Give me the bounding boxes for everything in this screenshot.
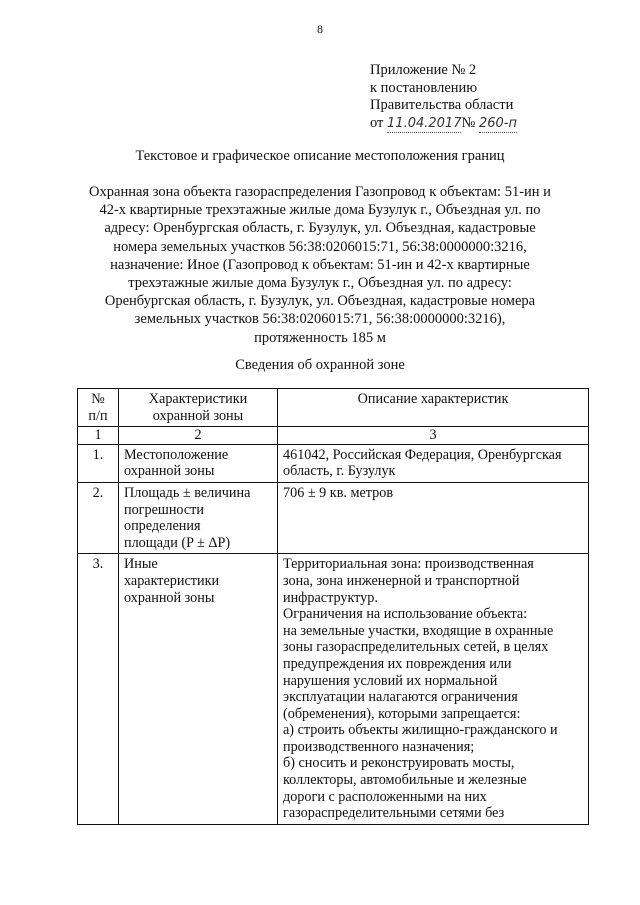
row-description: Территориальная зона: производственная зона, зона инженерной и транспортной инфраструктур. Ограничения на использование объекта: на земельные участки, входящие в охранные зоны газораспределительных сетей, в целях предупреждения их повреждения или нарушения условий их нормальной эксплуатации налагаются ограничения (обременения), которыми запрещается: а) строить объекты жилищно-гражданского и производственного назначения; б) сносить и реконструировать мосты, коллекторы, автомобильные и железные дороги с расположенными на них газораспределительными сетями без	[278, 554, 589, 825]
row-characteristic: Иные характеристики охранной зоны	[119, 554, 278, 825]
row-number: 1.	[78, 444, 119, 482]
description-line: назначение: Иное (Газопровод к объектам: 51-ин и 42-х квартирные	[110, 256, 530, 273]
description-line: земельных участков 56:38:0206015:71, 56:38:0000000:3216),	[134, 311, 506, 328]
row-description: 461042, Российская Федерация, Оренбургская область, г. Бузулук	[278, 444, 589, 482]
number-prefix: №	[461, 114, 476, 131]
row-description: 706 ± 9 кв. метров	[278, 482, 589, 553]
description-line: Оренбургская область, г. Бузулук, ул. Объездная, кадастровые номера	[104, 293, 536, 310]
appendix-title: Приложение № 2	[370, 62, 477, 78]
number-value: 260-п	[479, 115, 517, 134]
date-prefix: от	[370, 114, 384, 131]
row-characteristic: Местоположение охранной зоны	[119, 444, 278, 482]
appendix-government: Правительства области	[370, 97, 514, 113]
table-index-row	[78, 427, 589, 445]
object-description	[80, 183, 560, 347]
row-number: 2.	[78, 482, 119, 553]
description-line: 42-х квартирные трехэтажные жилые дома Бузулук г., Объездная ул. по	[99, 202, 541, 219]
table-header-row	[78, 389, 589, 427]
index-cell: 1	[78, 427, 119, 445]
description-line: номера земельных участков 56:38:0206015:71, 56:38:0000000:3216,	[113, 238, 527, 255]
header-num: № п/п	[78, 389, 119, 427]
page-number: 8	[317, 22, 323, 36]
document-title: Текстовое и графическое описание местоположения границ	[135, 148, 505, 164]
description-line: адресу: Оренбургская область, г. Бузулук, ул. Объездная, кадастровые	[104, 220, 536, 237]
appendix-block	[370, 62, 517, 133]
index-cell: 2	[119, 427, 278, 445]
appendix-date-line	[370, 115, 517, 134]
header-description: Описание характеристик	[278, 389, 589, 427]
table-row	[78, 482, 589, 553]
index-cell: 3	[278, 427, 589, 445]
appendix-resolution: к постановлению	[370, 79, 478, 96]
description-line: трехэтажные жилые дома Бузулук г., Объездная ул. по адресу:	[128, 275, 512, 292]
header-characteristics: Характеристики охранной зоны	[119, 389, 278, 427]
table-row	[78, 444, 589, 482]
date-value: 11.04.2017	[387, 115, 461, 134]
row-number: 3.	[78, 554, 119, 825]
table-row	[78, 554, 589, 825]
zone-table	[77, 388, 589, 825]
description-line: протяженность 185 м	[254, 329, 386, 346]
row-characteristic: Площадь ± величина погрешности определения площади (P ± ΔP)	[119, 482, 278, 553]
description-line: Охранная зона объекта газораспределения Газопровод к объектам: 51-ин и	[89, 184, 551, 200]
section-subtitle: Сведения об охранной зоне	[235, 357, 405, 373]
